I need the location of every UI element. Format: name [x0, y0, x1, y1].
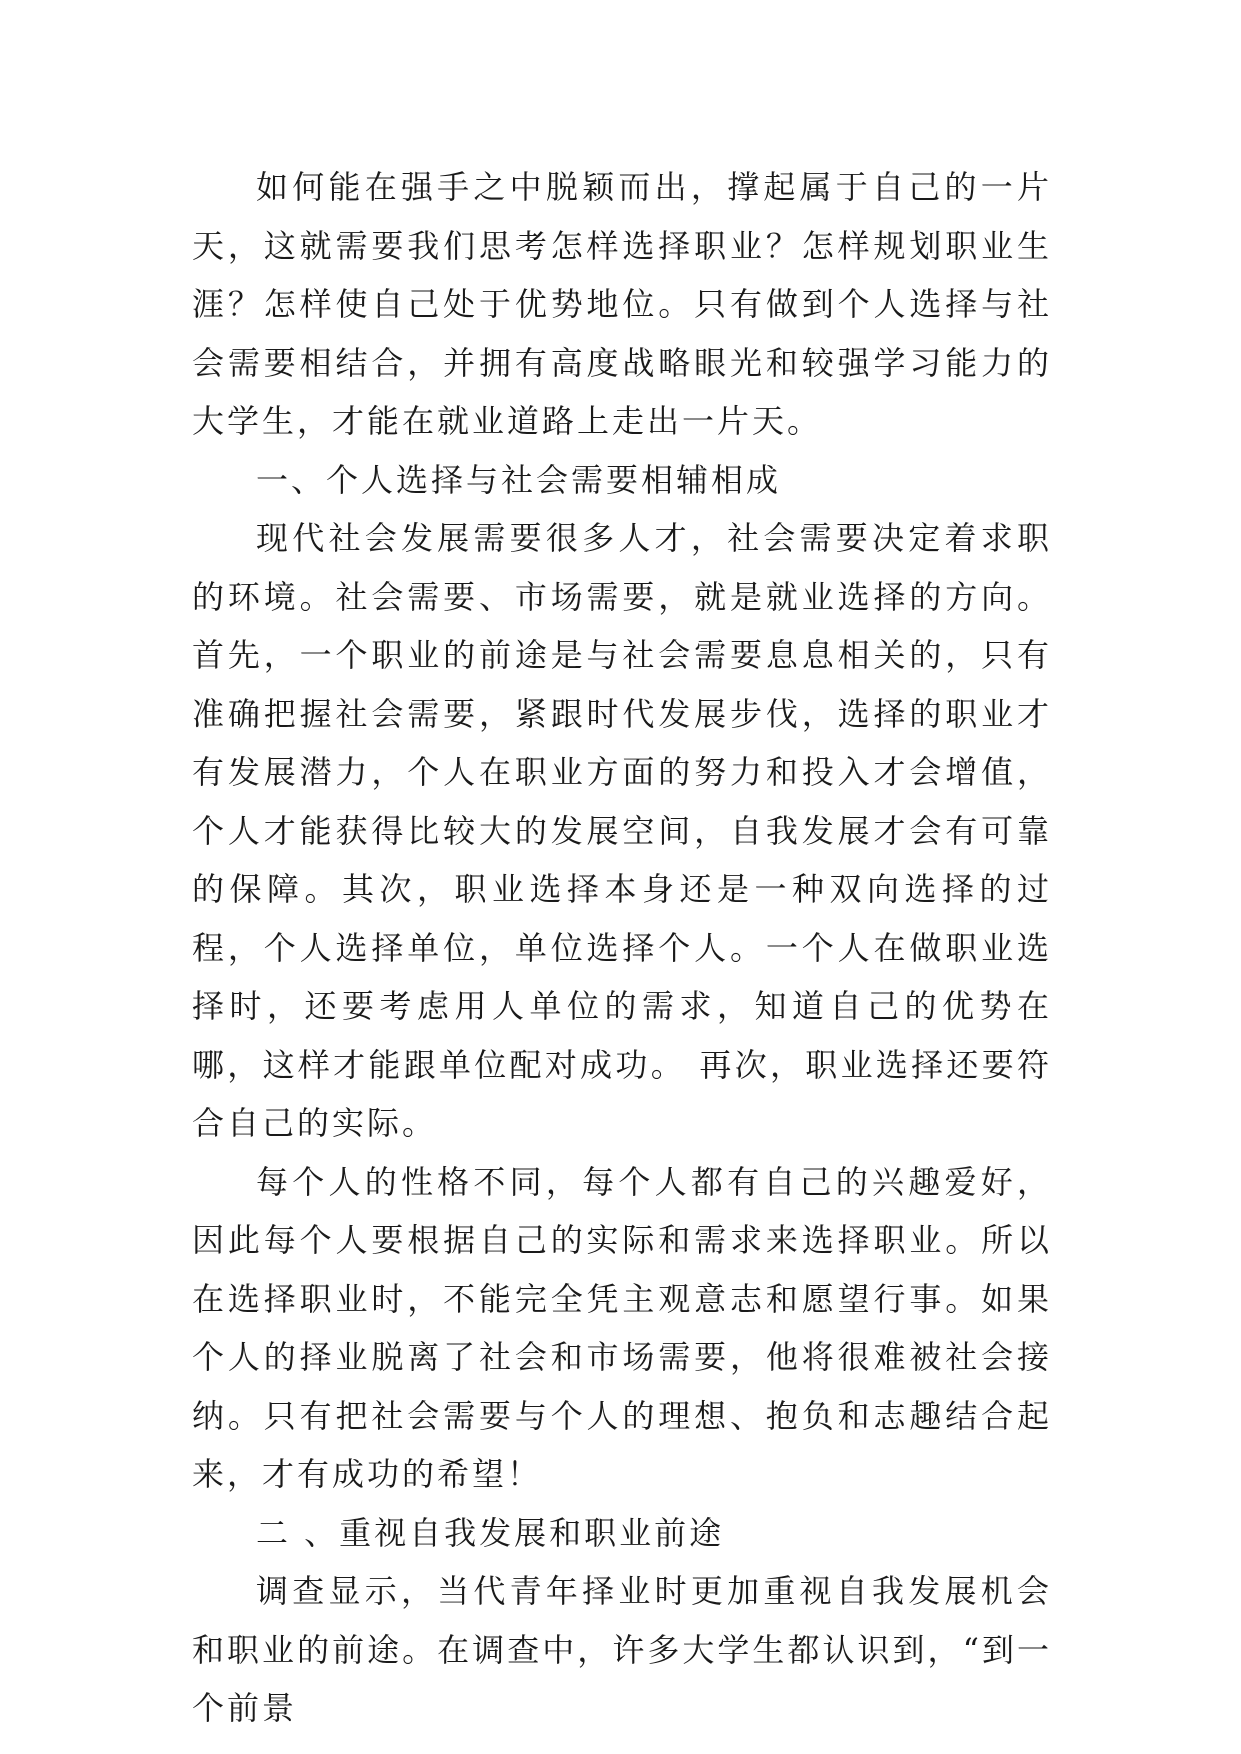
section-heading-2: 二 、重视自我发展和职业前途	[256, 1513, 725, 1552]
document-body	[192, 158, 1052, 1738]
paragraph-survey: 调查显示，当代青年择业时更加重视自我发展机会和职业的前途。在调查中，许多大学生都认识到，“到一个前景	[192, 1572, 1052, 1727]
paragraph-personality: 每个人的性格不同，每个人都有自己的兴趣爱好，因此每个人要根据自己的实际和需求来选择职业。所以在选择职业时，不能完全凭主观意志和愿望行事。如果个人的择业脱离了社会和市场需要，他将很难被社会接纳。只有把社会需要与个人的理想、抱负和志趣结合起来，才有成功的希望！	[192, 1162, 1052, 1493]
paragraph-intro: 如何能在强手之中脱颖而出，撑起属于自己的一片天，这就需要我们思考怎样选择职业？怎样规划职业生涯？怎样使自己处于优势地位。只有做到个人选择与社会需要相结合，并拥有高度战略眼光和较强学习能力的大学生，才能在就业道路上走出一片天。	[192, 168, 1052, 440]
section-heading-1: 一、个人选择与社会需要相辅相成	[256, 460, 782, 499]
paragraph-social-needs: 现代社会发展需要很多人才，社会需要决定着求职的环境。社会需要、市场需要，就是就业选择的方向。首先，一个职业的前途是与社会需要息息相关的，只有准确把握社会需要，紧跟时代发展步伐，选择的职业才有发展潜力，个人在职业方面的努力和投入才会增值，个人才能获得比较大的发展空间，自我发展才会有可靠的保障。其次，职业选择本身还是一种双向选择的过程，个人选择单位，单位选择个人。一个人在做职业选择时，还要考虑用人单位的需求，知道自己的优势在哪，这样才能跟单位配对成功。 再次，职业选择还要符合自己的实际。	[192, 519, 1052, 1142]
